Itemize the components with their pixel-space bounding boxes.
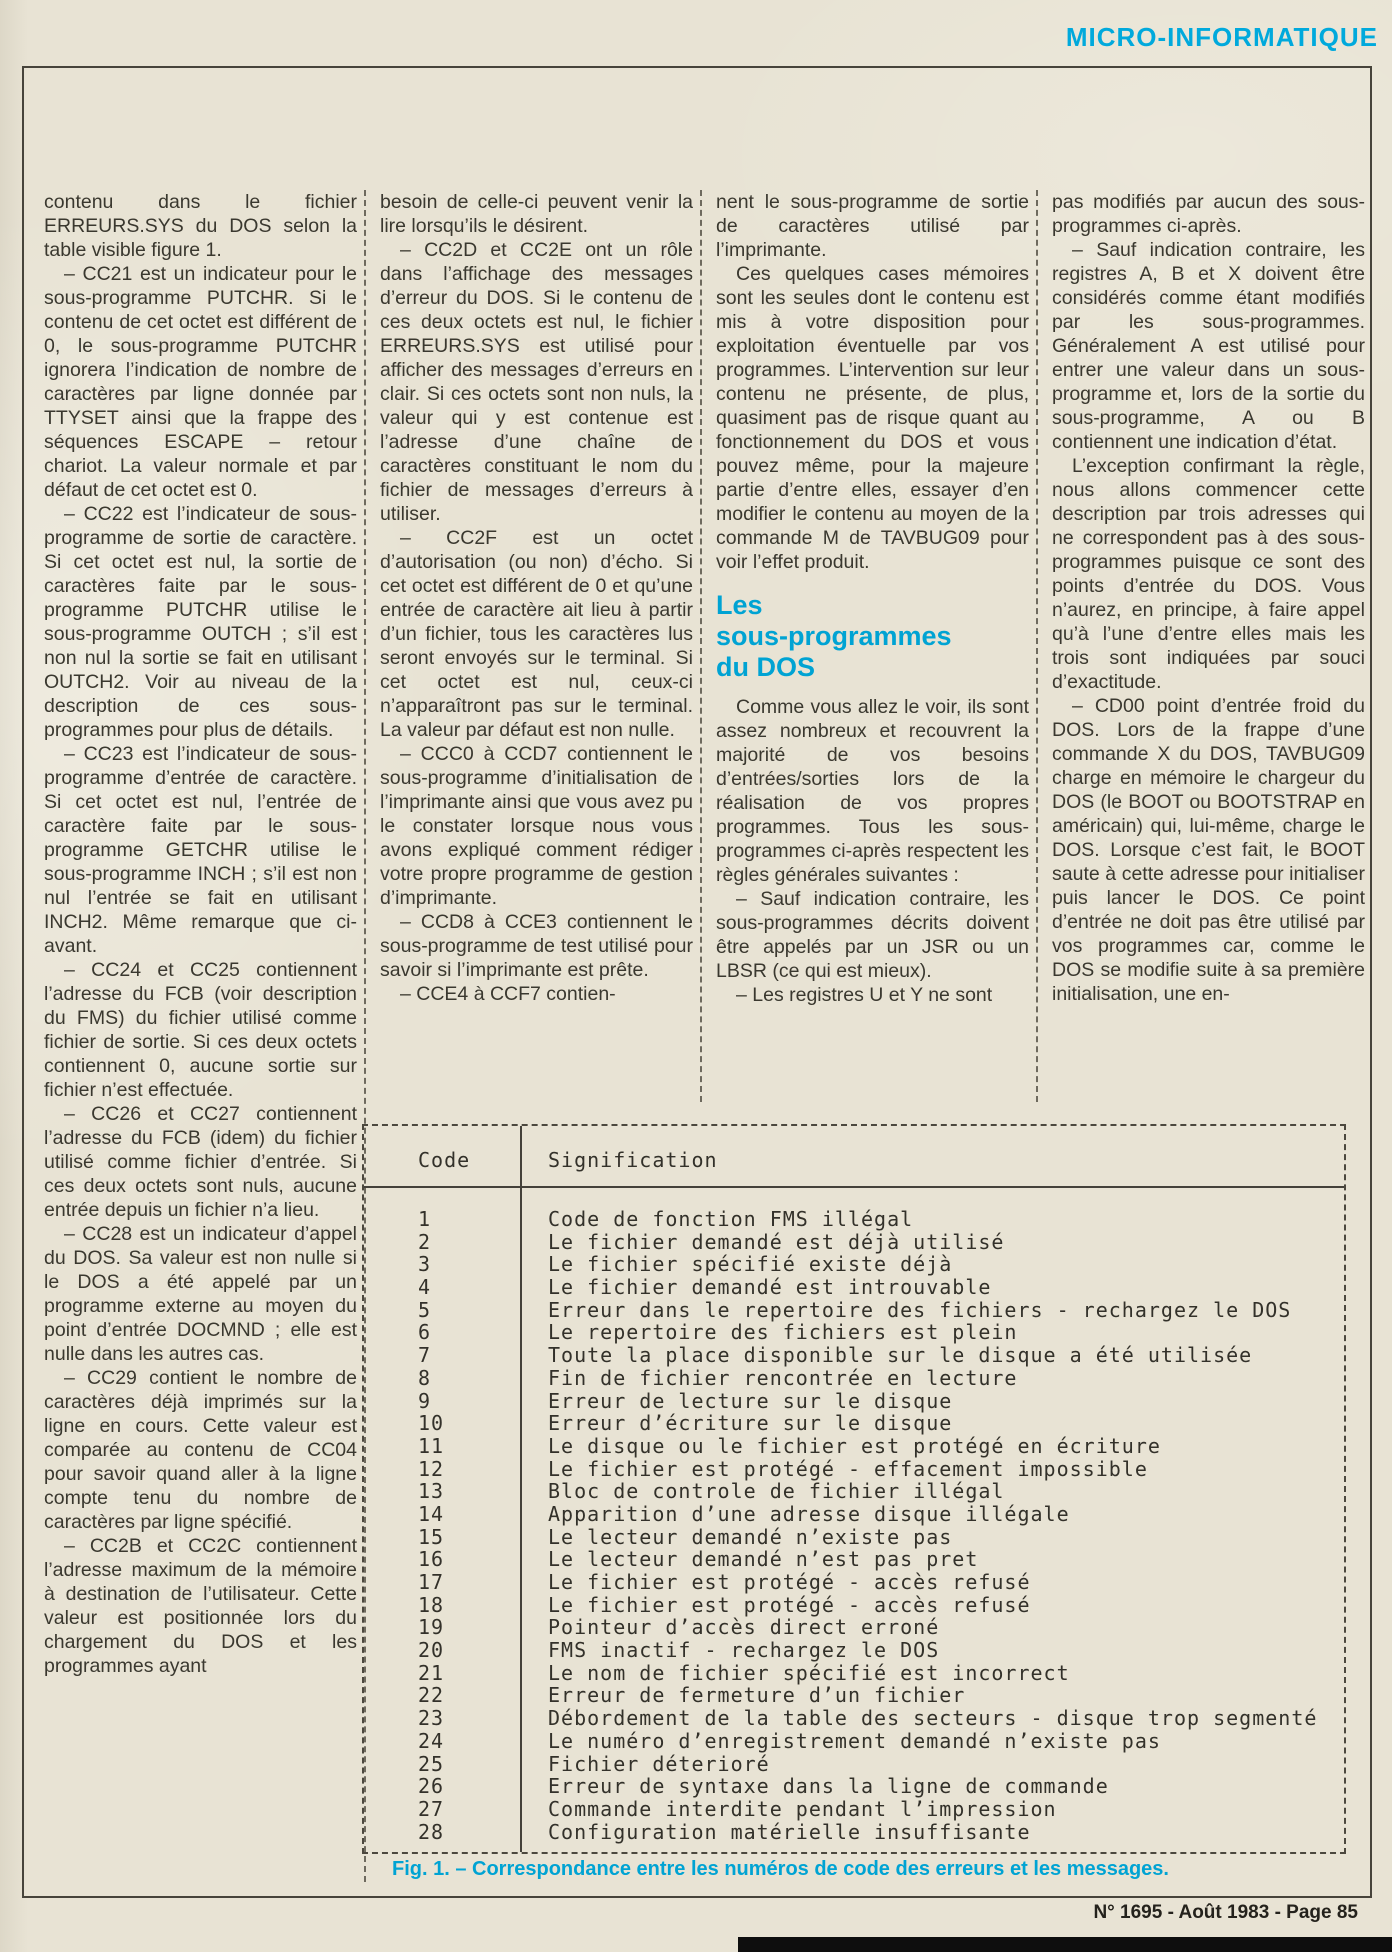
error-message-cell: Erreur de fermeture d’un fichier [548,1683,966,1708]
error-code-cell: 6 [418,1320,432,1345]
scan-edge-artifact [738,1937,1392,1952]
table-body [364,1172,1344,1843]
paragraph: – CC2B et CC2C contiennent l’adresse maximum de la mémoire à destination de l’utilisateur. Cette valeur est positionnée lors du chargement du DOS et les programmes ayant [44,1535,357,1677]
page-footer-issue-info: N° 1695 - Août 1983 - Page 85 [1093,1902,1358,1923]
error-message-cell: Le lecteur demandé n’existe pas [548,1524,953,1549]
error-code-cell: 27 [418,1796,445,1821]
table-header-code: Code [418,1148,471,1172]
magazine-section-title: MICRO-INFORMATIQUE [1065,22,1378,52]
error-code-cell: 13 [418,1479,445,1504]
column-1-paragraphs [44,190,357,1678]
paragraph: L’exception confirmant la règle, nous allons commencer cette description par trois adresses qui ne correspondent pas à des sous-programmes puisque ce sont des points d’entrée du DOS. Vous n’aurez, en principe, à faire appel qu’à l’une d’entre elles mais les trois sont indiquées par souci d’exactitude. [1052,455,1365,693]
paragraph: – CC22 est l’indicateur de sous-programme de sortie de caractère. Si cet octet est nul, la sortie de caractères faite par le sous-programme PUTCHR utilise le sous-programme OUTCH ; s’il est non nul la sortie se fait en utilisant OUTCH2. Voir au niveau de la description de ces sous-programmes pour plus de détails. [44,503,357,741]
table-row [364,1435,1344,1458]
paragraph: nent le sous-programme de sortie de caractères utilisé par l’imprimante. [716,191,1029,261]
error-code-cell: 15 [418,1524,445,1549]
error-code-cell: 25 [418,1751,445,1776]
paragraph: – CCE4 à CCF7 contien- [400,983,616,1005]
table-row [364,1208,1344,1231]
error-message-cell: Le disque ou le fichier est protégé en écriture [548,1433,1161,1458]
error-code-cell: 22 [418,1683,445,1708]
table-row [364,1775,1344,1798]
error-message-cell: Le repertoire des fichiers est plein [548,1320,1018,1345]
table-vertical-rule [520,1126,522,1852]
paragraph: Comme vous allez le voir, ils sont assez nombreux et recouvrent la majorité de vos besoins d’entrées/sorties lors de la réalisation de vos propres programmes. Tous les sous-programmes ci-après respectent les règles générales suivantes : [716,696,1029,886]
paragraph: – Sauf indication contraire, les sous-programmes décrits doivent être appelés par un JSR ou un LBSR (ce qui est mieux). [716,888,1029,982]
error-code-cell: 26 [418,1774,445,1799]
error-message-cell: Bloc de controle de fichier illégal [548,1479,1005,1504]
section-heading-sous-programmes-du-dos [716,590,1029,683]
paragraph: – CC24 et CC25 contiennent l’adresse du FCB (voir description du FMS) du fichier utilisé comme fichier de sortie. Si ces deux octets contiennent 0, aucune sortie sur fichier n’est effectuée. [44,959,357,1101]
text-column-4 [1052,190,1365,1096]
table-row [364,1231,1344,1254]
paragraph: Ces quelques cases mémoires sont les seules dont le contenu est mis à votre disposition pour exploitation éventuelle par vos programmes. L’intervention sur leur contenu ne présente, de plus, quasiment pas de risque quant au fonctionnement du DOS et vous pouvez même, pour la majeure partie d’entre elles, essayer d’en modifier le contenu au moyen de la commande M de TAVBUG09 pour voir l’effet produit. [716,263,1029,573]
error-code-cell: 5 [418,1297,432,1322]
error-code-cell: 11 [418,1433,445,1458]
paragraph: pas modifiés par aucun des sous-programmes ci-après. [1052,191,1365,237]
column-2-paragraphs [380,190,693,1006]
paragraph: – CC29 contient le nombre de caractères déjà imprimés sur la ligne en cours. Cette valeur est comparée au contenu de CC04 pour savoir quand aller à la ligne compte tenu du nombre de caractères par ligne spécifié. [44,1367,357,1533]
error-message-cell: Erreur d’écriture sur le disque [548,1411,953,1436]
error-code-cell: 19 [418,1615,445,1640]
table-row [364,1571,1344,1594]
error-message-cell: Commande interdite pendant l’impression [548,1796,1057,1821]
error-message-cell: Le fichier est protégé - accès refusé [548,1592,1031,1617]
paragraph: – CC23 est l’indicateur de sous-programme d’entrée de caractère. Si cet octet est nul, l’entrée de caractère faite par le sous-programme GETCHR utilise le sous-programme INCH ; s’il est non nul l’entrée se fait en utilisant INCH2. Même remarque que ci-avant. [44,743,357,957]
table-row [364,1321,1344,1344]
paragraph: contenu dans le fichier ERREURS.SYS du DOS selon la table visible figure 1. [44,191,357,261]
heading-line: Les [716,590,763,620]
error-message-cell: Configuration matérielle insuffisante [548,1819,1031,1844]
table-row [364,1299,1344,1322]
table-row [364,1684,1344,1707]
table-row [364,1480,1344,1503]
table-header-signification: Signification [548,1148,718,1172]
error-message-cell: Débordement de la table des secteurs - disque trop segmenté [548,1706,1318,1731]
error-message-cell: Le fichier spécifié existe déjà [548,1252,953,1277]
table-row [364,1548,1344,1571]
error-message-cell: Le fichier est protégé - effacement impossible [548,1456,1148,1481]
error-code-cell: 23 [418,1706,445,1731]
error-code-cell: 1 [418,1207,432,1231]
error-code-cell: 7 [418,1343,432,1368]
table-row [364,1639,1344,1662]
text-column-3 [716,190,1029,1096]
heading-line: sous-programmes [716,621,952,651]
column-divider-2 [700,190,702,1102]
error-message-cell: Le nom de fichier spécifié est incorrect [548,1660,1070,1685]
error-message-cell: Fichier déterioré [548,1751,770,1776]
table-row [364,1594,1344,1617]
table-row [364,1503,1344,1526]
figure-caption: Fig. 1. – Correspondance entre les numéros de code des erreurs et les messages. [392,1858,1169,1880]
error-message-cell: Apparition d’une adresse disque illégale [548,1501,1070,1526]
paragraph: – Les registres U et Y ne sont [736,984,993,1006]
table-row [364,1753,1344,1776]
table-row [364,1458,1344,1481]
error-code-cell: 8 [418,1365,432,1390]
paragraph: – Sauf indication contraire, les registres A, B et X doivent être considérés comme étant modifiés par les sous-programmes. Généralement A est utilisé pour entrer une valeur dans un sous-programme et, lors de la sortie du sous-programme, A ou B contiennent une indication d’état. [1052,239,1365,453]
paragraph: – CD00 point d’entrée froid du DOS. Lors de la frappe d’une commande X du DOS, TAVBUG09 charge en mémoire le chargeur du DOS (le BOOT ou BOOTSTRAP en américain) qui, lui-même, charge le DOS. Lorsque c’est fait, le BOOT saute à cette adresse pour initialiser puis lancer le DOS. Ce point d’entrée ne doit pas être utilisé par vos programmes car, comme le DOS se modifie suite à sa première initialisation, une en- [1052,695,1365,1005]
column-4-paragraphs [1052,190,1365,1006]
error-message-cell: Le numéro d’enregistrement demandé n’existe pas [548,1728,1161,1753]
error-code-cell: 10 [418,1411,445,1436]
error-message-cell: Le fichier demandé est introuvable [548,1275,992,1300]
table-row [364,1821,1344,1844]
error-message-cell: Erreur dans le repertoire des fichiers - rechargez le DOS [548,1297,1292,1322]
paragraph: – CCC0 à CCD7 contiennent le sous-programme d’initialisation de l’imprimante ainsi que vous avez pu le constater lorsque nous vous avons expliqué comment rédiger votre propre programme de gestion d’imprimante. [380,743,693,909]
error-message-cell: FMS inactif - rechargez le DOS [548,1638,940,1663]
column-3-paragraphs-before [716,190,1029,574]
error-message-cell: Code de fonction FMS illégal [548,1207,914,1231]
paragraph: – CC2F est un octet d’autorisation (ou non) d’écho. Si cet octet est différent de 0 et qu’une entrée de caractère ait lieu à partir d’un fichier, tous les caractères lus seront envoyés sur le terminal. Si cet octet est nul, ceux-ci n’apparaîtront pas sur le terminal. La valeur par défaut est non nulle. [380,527,693,741]
error-code-cell: 18 [418,1592,445,1617]
error-code-cell: 24 [418,1728,445,1753]
heading-line: du DOS [716,652,815,682]
table-row [364,1798,1344,1821]
error-code-cell: 16 [418,1547,445,1572]
column-3-paragraphs-after [716,695,1029,1007]
paragraph: – CCD8 à CCE3 contiennent le sous-programme de test utilisé pour savoir si l’imprimante est prête. [380,911,693,981]
error-code-cell: 28 [418,1819,445,1844]
error-message-cell: Le fichier demandé est déjà utilisé [548,1229,1005,1254]
error-code-cell: 20 [418,1638,445,1663]
paragraph: – CC21 est un indicateur pour le sous-programme PUTCHR. Si le contenu de cet octet est différent de 0, le sous-programme PUTCHR ignorera l’indication de nombre de caractères par ligne donnée par TTYSET ainsi que la frappe des séquences ESCAPE – retour chariot. La valeur normale et par défaut de cet octet est 0. [44,263,357,501]
text-column-1 [44,190,357,1888]
error-code-table [362,1124,1346,1854]
table-row [364,1253,1344,1276]
table-header-row [364,1126,1344,1172]
error-message-cell: Toute la place disponible sur le disque a été utilisée [548,1343,1253,1368]
paragraph: – CC26 et CC27 contiennent l’adresse du FCB (idem) du fichier utilisé comme fichier d’entrée. Si ces deux octets sont nuls, aucune entrée depuis un fichier n’a lieu. [44,1103,357,1221]
error-code-cell: 21 [418,1660,445,1685]
table-row [364,1730,1344,1753]
error-message-cell: Fin de fichier rencontrée en lecture [548,1365,1018,1390]
paragraph: – CC2D et CC2E ont un rôle dans l’affichage des messages d’erreur du DOS. Si le contenu de ces deux octets est nul, le fichier ERREURS.SYS est utilisé pour afficher des messages d’erreurs en clair. Si ces octets sont non nuls, la valeur qui y est contenue est l’adresse d’une chaîne de caractères constituant le nom du fichier de messages d’erreurs à utiliser. [380,239,693,525]
table-row [364,1390,1344,1413]
table-row [364,1707,1344,1730]
paragraph: – CC28 est un indicateur d’appel du DOS. Sa valeur est non nulle si le DOS a été appelé par un programme externe au moyen du point d’entrée DOCMND ; elle est nulle dans les autres cas. [44,1223,357,1365]
error-message-cell: Pointeur d’accès direct erroné [548,1615,940,1640]
table-row [364,1367,1344,1390]
error-code-cell: 4 [418,1275,432,1300]
error-code-cell: 14 [418,1501,445,1526]
error-code-cell: 2 [418,1229,432,1254]
table-row [364,1616,1344,1639]
error-message-cell: Le fichier est protégé - accès refusé [548,1570,1031,1594]
table-header-rule [364,1186,1344,1188]
error-message-cell: Erreur de lecture sur le disque [548,1388,953,1413]
error-code-cell: 17 [418,1570,445,1594]
error-code-cell: 3 [418,1252,432,1277]
error-message-cell: Le lecteur demandé n’est pas pret [548,1547,979,1572]
table-row [364,1526,1344,1549]
text-column-2 [380,190,693,1096]
table-row [364,1662,1344,1685]
table-row [364,1412,1344,1435]
table-row [364,1276,1344,1299]
column-divider-3 [1036,190,1038,1102]
error-code-cell: 12 [418,1456,445,1481]
error-code-cell: 9 [418,1388,432,1413]
error-message-cell: Erreur de syntaxe dans la ligne de commande [548,1774,1109,1799]
paragraph: besoin de celle-ci peuvent venir la lire lorsqu’ils le désirent. [380,191,693,237]
table-row [364,1344,1344,1367]
